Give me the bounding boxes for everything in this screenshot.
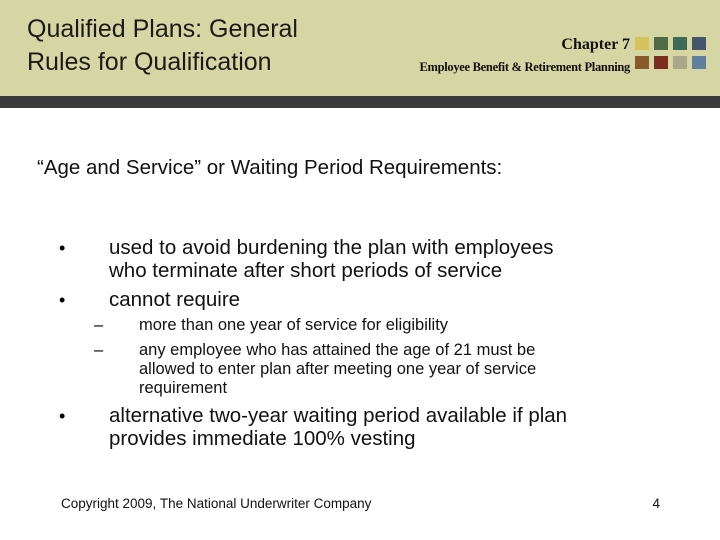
square-7 xyxy=(673,56,687,69)
copyright-footer: Copyright 2009, The National Underwriter Company xyxy=(61,496,372,511)
dash-marker: – xyxy=(94,341,104,359)
sub-2-line-2: allowed to enter plan after meeting one year of service xyxy=(139,360,537,378)
bullet-3-line-1: alternative two-year waiting period available if plan xyxy=(109,404,568,427)
dash-marker: – xyxy=(94,316,104,334)
sub-1-line-1: more than one year of service for eligibility xyxy=(139,316,449,334)
square-2 xyxy=(654,37,668,50)
bullet-3-line-2: provides immediate 100% vesting xyxy=(109,427,416,450)
slide-title xyxy=(27,13,357,79)
bullet-item-1 xyxy=(109,236,553,282)
bullet-1-line-1: used to avoid burdening the plan with employees xyxy=(109,236,554,259)
bullet-item-3 xyxy=(109,404,567,450)
sub-item-1 xyxy=(139,316,448,335)
bullet-1-line-2: who terminate after short periods of service xyxy=(109,259,503,282)
course-name: Employee Benefit & Retirement Planning xyxy=(419,60,630,74)
bullet-item-2 xyxy=(109,288,240,311)
square-6 xyxy=(654,56,668,69)
sub-2-line-3: requirement xyxy=(139,379,228,397)
square-1 xyxy=(635,37,649,50)
sub-item-2 xyxy=(139,341,536,398)
chapter-label: Chapter 7 xyxy=(561,36,630,53)
bullet-marker: • xyxy=(59,238,66,258)
sub-2-line-1: any employee who has attained the age of 21 must be xyxy=(139,341,536,359)
square-4 xyxy=(692,37,706,50)
title-line-2: Rules for Qualification xyxy=(27,48,272,76)
title-line-1: Qualified Plans: General xyxy=(27,15,298,43)
header-divider xyxy=(0,96,720,108)
bullet-marker: • xyxy=(59,406,66,426)
section-heading: “Age and Service” or Waiting Period Requirements: xyxy=(37,156,503,179)
square-8 xyxy=(692,56,706,69)
bullet-2-line-1: cannot require xyxy=(109,288,241,311)
bullet-marker: • xyxy=(59,290,66,310)
square-5 xyxy=(635,56,649,69)
page-number: 4 xyxy=(652,496,660,511)
square-3 xyxy=(673,37,687,50)
